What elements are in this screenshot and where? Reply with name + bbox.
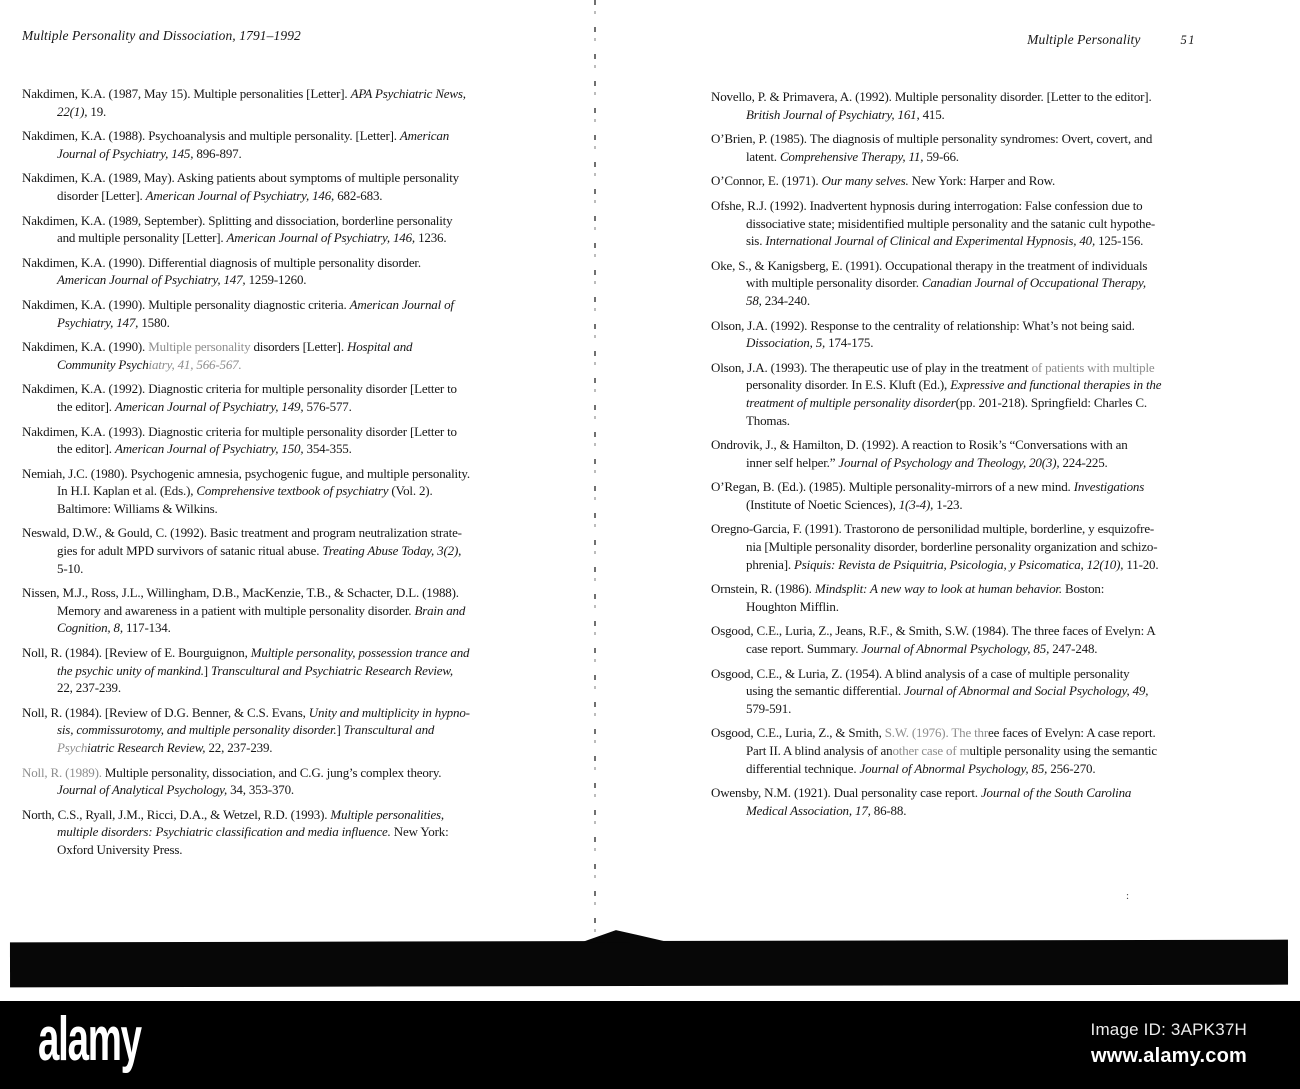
bib-entry-line: multiple disorders: Psychiatric classification and media influence. New York: <box>57 824 449 840</box>
bib-entry-line: dissociative state; misidentified multiple personality and the satanic cult hypothe- <box>746 215 1156 231</box>
bib-entry <box>711 724 1271 777</box>
bib-entry-line: Nakdimen, K.A. (1989, September). Splitting and dissociation, borderline personality <box>22 212 453 228</box>
bib-entry-line: Olson, J.A. (1993). The therapeutic use of play in the treatment of patients with multiple <box>711 359 1155 375</box>
bib-entry-line: Cognition, 8, 117-134. <box>57 620 171 636</box>
bib-entry-line: personality disorder. In E.S. Kluft (Ed.), Expressive and functional therapies in the <box>746 377 1162 393</box>
bib-entry <box>22 524 597 577</box>
bib-entry-line: Dissociation, 5, 174-175. <box>746 335 874 351</box>
bib-entry-line: treatment of multiple personality disorder(pp. 201-218). Springfield: Charles C. <box>746 394 1147 410</box>
bib-entry-line: Nakdimen, K.A. (1990). Multiple personality diagnostic criteria. American Journal of <box>22 296 454 312</box>
bib-entry-line: British Journal of Psychiatry, 161, 415. <box>746 106 945 122</box>
bib-entry-line: Community Psychiatry, 41, 566-567. <box>57 356 242 372</box>
right-running-head <box>1027 32 1196 48</box>
bib-entry <box>711 622 1271 657</box>
bib-entry-line: Thomas. <box>746 412 790 428</box>
right-running-head-title: Multiple Personality <box>1027 32 1141 47</box>
right-page-entries <box>711 88 1271 826</box>
bib-entry <box>22 704 597 757</box>
bib-entry-line: Olson, J.A. (1992). Response to the centrality of relationship: What’s not being said. <box>711 317 1135 333</box>
bib-entry <box>22 254 597 289</box>
bib-entry-line: Nakdimen, K.A. (1987, May 15). Multiple personalities [Letter]. APA Psychiatric News, <box>22 86 466 101</box>
bib-entry-line: gies for adult MPD survivors of satanic ritual abuse. Treating Abuse Today, 3(2), <box>57 543 462 559</box>
bib-entry <box>711 88 1271 123</box>
bib-entry-line: Baltimore: Williams & Wilkins. <box>57 500 218 516</box>
bib-entry-line: In H.I. Kaplan et al. (Eds.), Comprehensive textbook of psychiatry (Vol. 2). <box>57 483 433 499</box>
bib-entry-line: 5-10. <box>57 560 84 576</box>
bib-entry <box>22 85 597 120</box>
bib-entry <box>22 296 597 331</box>
left-page-entries <box>22 85 597 866</box>
bib-entry-line: Nakdimen, K.A. (1988). Psychoanalysis and multiple personality. [Letter]. American <box>22 128 450 144</box>
bib-entry-line: and multiple personality [Letter]. American Journal of Psychiatry, 146, 1236. <box>57 230 447 246</box>
bib-entry-line: Ondrovik, J., & Hamilton, D. (1992). A reaction to Rosik’s “Conversations with an <box>711 437 1128 453</box>
bib-entry <box>711 436 1271 471</box>
bib-entry-line: Neswald, D.W., & Gould, C. (1992). Basic treatment and program neutralization strate- <box>22 525 462 541</box>
bib-entry-line: phrenia]. Psiquis: Revista de Psiquitria, Psicologia, y Psicomatica, 12(10), 11-20. <box>746 556 1159 572</box>
bib-entry <box>711 172 1271 190</box>
bib-entry-line: Nakdimen, K.A. (1992). Diagnostic criteria for multiple personality disorder [Letter to <box>22 381 457 397</box>
watermark-meta <box>1091 1020 1247 1068</box>
bib-entry-line: Houghton Mifflin. <box>746 598 839 614</box>
image-id-text: Image ID: 3APK37H <box>1090 1020 1247 1039</box>
bib-entry <box>22 644 597 697</box>
bib-entry-line: the editor]. American Journal of Psychiatry, 150, 354-355. <box>57 441 352 457</box>
bib-entry-line: Owensby, N.M. (1921). Dual personality case report. Journal of the South Carolina <box>711 785 1132 801</box>
bib-entry-line: disorder [Letter]. American Journal of Psychiatry, 146, 682-683. <box>57 187 383 203</box>
bib-entry-line: Nakdimen, K.A. (1990). Multiple personality disorders [Letter]. Hospital and <box>22 339 413 355</box>
left-running-head: Multiple Personality and Dissociation, 1791–1992 <box>22 28 301 43</box>
bib-entry-line: Oke, S., & Kanigsberg, E. (1991). Occupational therapy in the treatment of individuals <box>711 257 1148 273</box>
bib-entry <box>22 127 597 162</box>
bib-entry-line: Nakdimen, K.A. (1989, May). Asking patients about symptoms of multiple personality <box>22 170 459 186</box>
bib-entry <box>22 380 597 415</box>
bib-entry <box>711 197 1271 250</box>
bib-entry-line: the editor]. American Journal of Psychiatry, 149, 576-577. <box>57 398 352 414</box>
bib-entry-line: sis. International Journal of Clinical and Experimental Hypnosis, 40, 125-156. <box>746 233 1144 249</box>
bib-entry-line: Novello, P. & Primavera, A. (1992). Multiple personality disorder. [Letter to the editor]. <box>711 89 1152 104</box>
bib-entry <box>22 338 597 373</box>
bib-entry-line: Oregno-Garcia, F. (1991). Trastorono de personilidad multiple, borderline, y esquizofre- <box>711 521 1155 537</box>
bib-entry <box>711 665 1271 718</box>
bib-entry-line: Osgood, C.E., Luria, Z., & Smith, S.W. (1976). The three faces of Evelyn: A case report. <box>711 725 1156 741</box>
bib-entry-line: American Journal of Psychiatry, 147, 1259-1260. <box>57 272 307 288</box>
bib-entry-line: 58, 234-240. <box>746 292 810 308</box>
book-bottom-edge <box>10 940 1288 988</box>
bib-entry-line: Journal of Analytical Psychology, 34, 353-370. <box>57 782 295 798</box>
bib-entry-line: North, C.S., Ryall, J.M., Ricci, D.A., & Wetzel, R.D. (1993). Multiple personalities, <box>22 806 444 822</box>
bib-entry-line: Ornstein, R. (1986). Mindsplit: A new way to look at human behavior. Boston: <box>711 581 1105 597</box>
bib-entry <box>711 478 1271 513</box>
bib-entry-line: 579-591. <box>746 700 792 716</box>
bib-entry-line: Psychiatric Research Review, 22, 237-239. <box>57 740 273 755</box>
bib-entry <box>711 130 1271 165</box>
bib-entry-line: Nakdimen, K.A. (1990). Differential diagnosis of multiple personality disorder. <box>22 254 421 270</box>
bib-entry-line: nia [Multiple personality disorder, borderline personality organization and schizo- <box>746 539 1158 555</box>
bib-entry-line: 22(1), 19. <box>57 103 107 119</box>
bib-entry-line: Osgood, C.E., Luria, Z., Jeans, R.F., & Smith, S.W. (1984). The three faces of Evelyn: A <box>711 623 1156 639</box>
page-number: 51 <box>1180 33 1196 47</box>
bib-entry-line: case report. Summary. Journal of Abnormal Psychology, 85, 247-248. <box>746 641 1098 657</box>
bib-entry-line: Ofshe, R.J. (1992). Inadvertent hypnosis during interrogation: False confession due to <box>711 197 1143 213</box>
bib-entry-line: the psychic unity of mankind.] Transcultural and Psychiatric Research Review, <box>57 662 453 678</box>
bib-entry-line: 22, 237-239. <box>57 680 121 696</box>
scan-artifact-speck: : <box>1126 890 1130 902</box>
bib-entry-line: Osgood, C.E., & Luria, Z. (1954). A blind analysis of a case of multiple personality <box>711 665 1130 681</box>
page-fold-line <box>594 0 596 938</box>
bib-entry <box>22 169 597 204</box>
bib-entry-line: Noll, R. (1984). [Review of E. Bourguignon, Multiple personality, possession trance and <box>22 645 470 661</box>
bib-entry-line: inner self helper.” Journal of Psychology and Theology, 20(3), 224-225. <box>746 454 1108 470</box>
bib-entry-line: Psychiatry, 147, 1580. <box>57 314 170 330</box>
bib-entry-line: Nakdimen, K.A. (1993). Diagnostic criteria for multiple personality disorder [Letter to <box>22 423 457 439</box>
bib-entry-line: O’Connor, E. (1971). Our many selves. New York: Harper and Row. <box>711 173 1056 189</box>
bib-entry <box>22 584 597 637</box>
bib-entry-line: Journal of Psychiatry, 145, 896-897. <box>57 145 242 161</box>
bib-entry-line: Oxford University Press. <box>57 841 183 857</box>
bib-entry <box>711 580 1271 615</box>
bib-entry <box>22 212 597 247</box>
bib-entry-line: O’Brien, P. (1985). The diagnosis of multiple personality syndromes: Overt, covert, and <box>711 131 1153 147</box>
bib-entry-line: Nemiah, J.C. (1980). Psychogenic amnesia, psychogenic fugue, and multiple personality. <box>22 465 470 481</box>
bib-entry-line: differential technique. Journal of Abnormal Psychology, 85, 256-270. <box>746 760 1096 776</box>
bib-entry-line: Memory and awareness in a patient with multiple personality disorder. Brain and <box>57 602 466 618</box>
bib-entry <box>711 257 1271 310</box>
bib-entry <box>22 423 597 458</box>
bib-entry <box>22 806 597 859</box>
bib-entry <box>711 520 1271 573</box>
bib-entry <box>711 317 1271 352</box>
bib-entry-line: Part II. A blind analysis of another case of multiple personality using the semantic <box>746 743 1157 758</box>
alamy-watermark-bar <box>0 1001 1300 1089</box>
bib-entry <box>22 465 597 518</box>
bib-entry-line: Noll, R. (1984). [Review of D.G. Benner, & C.S. Evans, Unity and multiplicity in hypno- <box>22 704 470 720</box>
alamy-logo: alamy <box>38 1005 141 1074</box>
bib-entry <box>711 784 1271 819</box>
bib-entry-line: Nissen, M.J., Ross, J.L., Willingham, D.B., MacKenzie, T.B., & Schacter, D.L. (1988). <box>22 585 459 601</box>
bib-entry-line: sis, commissurotomy, and multiple personality disorder.] Transcultural and <box>57 722 435 738</box>
alamy-url-text: www.alamy.com <box>1091 1045 1247 1067</box>
bib-entry-line: O’Regan, B. (Ed.). (1985). Multiple personality-mirrors of a new mind. Investigations <box>711 479 1145 495</box>
bib-entry-line: (Institute of Noetic Sciences), 1(3-4), 1-23. <box>746 496 963 512</box>
bib-entry-line: Medical Association, 17, 86-88. <box>746 802 907 818</box>
bib-entry <box>711 359 1271 429</box>
bib-entry-line: with multiple personality disorder. Canadian Journal of Occupational Therapy, <box>746 275 1146 291</box>
bib-entry-line: latent. Comprehensive Therapy, 11, 59-66. <box>746 148 959 164</box>
bib-entry-line: using the semantic differential. Journal of Abnormal and Social Psychology, 49, <box>746 683 1149 699</box>
bib-entry-line: Noll, R. (1989). Multiple personality, dissociation, and C.G. jung’s complex theory. <box>22 764 442 780</box>
bib-entry <box>22 764 597 799</box>
